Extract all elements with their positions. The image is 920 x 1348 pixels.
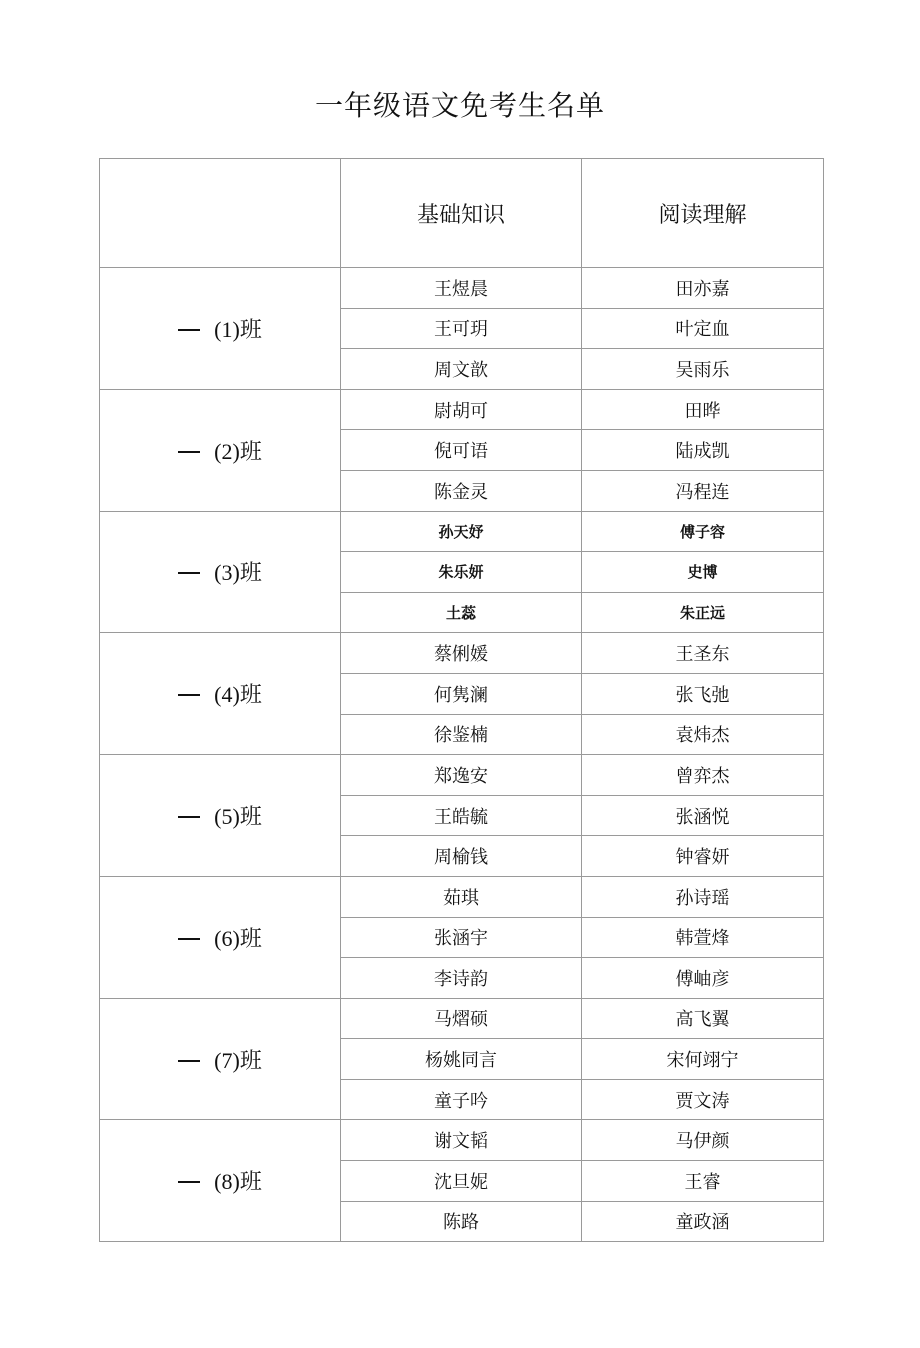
reading-comprehension-name: 傅岫彦 [582, 958, 824, 999]
reading-comprehension-name: 马伊颜 [582, 1120, 824, 1161]
basic-knowledge-name: 童子吟 [341, 1079, 582, 1120]
class-label: (8)班 [214, 1169, 262, 1195]
grade-one-dash [178, 1181, 200, 1183]
class-label: (2)班 [214, 438, 262, 464]
class-label-cell [100, 511, 341, 633]
reading-comprehension-name: 贾文涛 [582, 1079, 824, 1120]
reading-comprehension-name: 王睿 [582, 1161, 824, 1202]
basic-knowledge-name: 朱乐妍 [341, 552, 582, 593]
table-row [100, 876, 824, 917]
basic-knowledge-name: 马熠硕 [341, 998, 582, 1039]
basic-knowledge-name: 谢文韬 [341, 1120, 582, 1161]
basic-knowledge-name: 张涵宇 [341, 917, 582, 958]
reading-comprehension-name: 袁炜杰 [582, 714, 824, 755]
class-label: (3)班 [214, 560, 262, 586]
page-title: 一年级语文免考生名单 [314, 89, 605, 122]
reading-comprehension-name: 曾弈杰 [582, 755, 824, 796]
reading-comprehension-name: 傅子容 [582, 511, 824, 552]
reading-comprehension-name: 韩萱烽 [582, 917, 824, 958]
basic-knowledge-name: 茹琪 [341, 876, 582, 917]
class-label-cell [100, 1120, 341, 1242]
basic-knowledge-name: 王可玥 [341, 308, 582, 349]
reading-comprehension-name: 宋何翊宁 [582, 1039, 824, 1080]
basic-knowledge-name: 李诗韵 [341, 958, 582, 999]
grade-one-dash [178, 1060, 200, 1062]
table-row [100, 998, 824, 1039]
basic-knowledge-name: 周榆钱 [341, 836, 582, 877]
basic-knowledge-name: 徐鉴楠 [341, 714, 582, 755]
class-label-cell [100, 633, 341, 755]
class-label: (5)班 [214, 804, 262, 830]
basic-knowledge-name: 周文歆 [341, 349, 582, 390]
basic-knowledge-name: 土蕊 [341, 592, 582, 633]
class-label: (4)班 [214, 682, 262, 708]
reading-comprehension-name: 叶定血 [582, 308, 824, 349]
basic-knowledge-name: 尉胡可 [341, 389, 582, 430]
grade-one-dash [178, 329, 200, 331]
header-basic-knowledge: 基础知识 [341, 159, 582, 268]
class-label-cell [100, 876, 341, 998]
basic-knowledge-name: 何隽澜 [341, 673, 582, 714]
class-label-cell [100, 755, 341, 877]
class-label-cell [100, 268, 341, 390]
basic-knowledge-name: 陈金灵 [341, 470, 582, 511]
grade-one-dash [178, 938, 200, 940]
class-label: (7)班 [214, 1047, 262, 1073]
class-label-cell [100, 998, 341, 1120]
grade-one-dash [178, 451, 200, 453]
header-corner-cell [100, 159, 341, 268]
table-body [100, 159, 824, 1242]
class-label: (1)班 [214, 316, 262, 342]
reading-comprehension-name: 张飞弛 [582, 673, 824, 714]
table-row [100, 268, 824, 309]
reading-comprehension-name: 童政涵 [582, 1201, 824, 1242]
basic-knowledge-name: 王皓毓 [341, 795, 582, 836]
reading-comprehension-name: 朱正远 [582, 592, 824, 633]
reading-comprehension-name: 钟睿妍 [582, 836, 824, 877]
reading-comprehension-name: 孙诗瑶 [582, 876, 824, 917]
basic-knowledge-name: 陈路 [341, 1201, 582, 1242]
table-row [100, 389, 824, 430]
reading-comprehension-name: 吴雨乐 [582, 349, 824, 390]
reading-comprehension-name: 田亦嘉 [582, 268, 824, 309]
header-row [100, 159, 824, 268]
reading-comprehension-name: 王圣东 [582, 633, 824, 674]
reading-comprehension-name: 冯程连 [582, 470, 824, 511]
exempt-students-table [99, 158, 824, 1242]
basic-knowledge-name: 孙天妤 [341, 511, 582, 552]
reading-comprehension-name: 陆成凯 [582, 430, 824, 471]
reading-comprehension-name: 史博 [582, 552, 824, 593]
header-reading-comprehension: 阅读理解 [582, 159, 824, 268]
class-label: (6)班 [214, 925, 262, 951]
reading-comprehension-name: 田晔 [582, 389, 824, 430]
basic-knowledge-name: 王煜晨 [341, 268, 582, 309]
table-row [100, 755, 824, 796]
grade-one-dash [178, 816, 200, 818]
table-row [100, 633, 824, 674]
basic-knowledge-name: 沈旦妮 [341, 1161, 582, 1202]
basic-knowledge-name: 杨姚同言 [341, 1039, 582, 1080]
table-row [100, 511, 824, 552]
class-label-cell [100, 389, 341, 511]
basic-knowledge-name: 郑逸安 [341, 755, 582, 796]
reading-comprehension-name: 张涵悦 [582, 795, 824, 836]
basic-knowledge-name: 倪可语 [341, 430, 582, 471]
reading-comprehension-name: 高飞翼 [582, 998, 824, 1039]
basic-knowledge-name: 蔡俐媛 [341, 633, 582, 674]
grade-one-dash [178, 694, 200, 696]
grade-one-dash [178, 572, 200, 574]
table-row [100, 1120, 824, 1161]
